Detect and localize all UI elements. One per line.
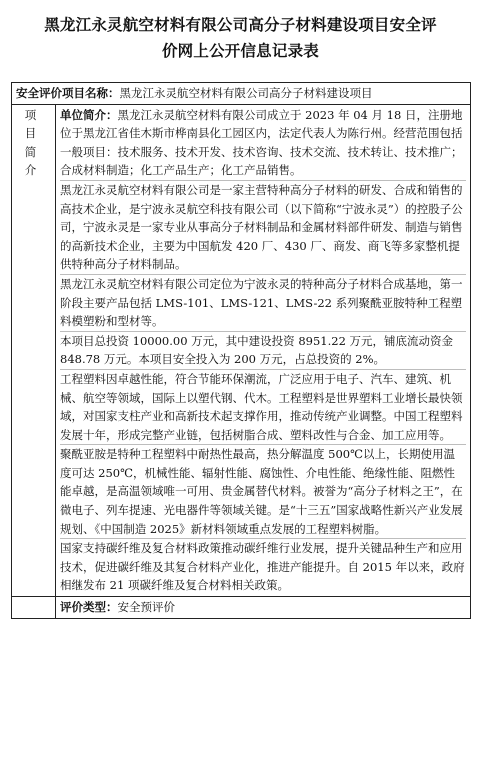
unit-intro-label: 单位简介： <box>60 107 118 122</box>
project-name-row <box>12 83 471 105</box>
eval-type-row <box>12 597 471 619</box>
paragraph-text: 黑龙江永灵航空材料有限公司成立于 2023 年 04 月 18 日，注册地位于黑龙江省佳木斯市桦南县化工园区内，法定代表人为陈行州。经营范围包括一般项目：技术服务、技术开发、技术咨询、技术交流、技术转让、技术推广；合成材料制造；化工产品生产；化工产品销售。 <box>60 107 463 178</box>
title-line-2: 价网上公开信息记录表 <box>161 41 319 60</box>
side-label-line-2: 简 介 <box>24 144 43 178</box>
info-record-table <box>11 82 471 619</box>
intro-paragraph: 国家支持碳纤维及复合材料政策推动碳纤维行业发展，提升关键品种生产和应用技术，促进碳纤维及其复合材料产业化，推进产能提升。自 2015 年以来，政府相继发布 21 项碳纤维及复合材料相关政策。 <box>60 538 466 595</box>
eval-type-label: 评价类型： <box>60 600 118 615</box>
intro-paragraph <box>60 106 466 180</box>
project-name-value: 黑龙江永灵航空材料有限公司高分子材料建设项目 <box>119 86 373 100</box>
document-title <box>0 0 481 64</box>
project-intro-content <box>56 104 471 596</box>
eval-type-value: 安全预评价 <box>117 600 175 615</box>
project-intro-row <box>12 104 471 596</box>
project-name-label: 安全评价项目名称： <box>16 86 120 100</box>
intro-paragraph: 本项目总投资 10000.00 万元，其中建设投资 8951.22 万元，铺底流动资金 848.78 万元。本项目安全投入为 200 万元，占总投资的 2%。 <box>60 331 466 369</box>
project-intro-label <box>12 104 56 596</box>
intro-paragraph: 黑龙江永灵航空材料有限公司定位为宁波永灵的特种高分子材料合成基地，第一阶段主要产品包括 LMS-101、LMS-121、LMS-22 系列聚酰亚胺特种工程塑料模塑粉和型材等。 <box>60 274 466 331</box>
side-label-line-1: 项 目 <box>24 107 43 141</box>
intro-paragraph: 黑龙江永灵航空材料有限公司是一家主营特种高分子材料的研发、合成和销售的高技术企业，是宁波永灵航空科技有限公司（以下简称“宁波永灵”）的控股子公司，宁波永灵是一家专业从事高分子材料制品和金属材料部件研发、制造与销售的高新技术企业，主要为中国航发 420 厂、430 厂、商发、商飞等多家整机提供特种高分子材料制品。 <box>60 180 466 274</box>
intro-paragraph: 聚酰亚胺是特种工程塑料中耐热性最高，热分解温度 500℃以上，长期使用温度可达 250℃，机械性能、辐射性能、腐蚀性、介电性能、绝缘性能、阻燃性能卓越，是高温领域唯一可用、贵金属替代材料。被誉为“高分子材料之王”，在微电子、列车提速、光电器件等领域关键。是“十三五”国家战略性新兴产业发展规划、《中国制造 2025》新材料领域重点发展的工程塑料树脂。 <box>60 444 466 538</box>
intro-paragraph: 工程塑料因卓越性能，符合节能环保潮流，广泛应用于电子、汽车、建筑、机械、航空等领域，国际上以塑代钢、代木。工程塑料是世界塑料工业增长最快领域，对国家支柱产业和高新技术起支撑作用，推动传统产业调整。中国工程塑料发展十年，形成完整产业链，包括树脂合成、塑料改性与合金、加工应用等。 <box>60 369 466 444</box>
title-line-1: 黑龙江永灵航空材料有限公司高分子材料建设项目安全评 <box>44 15 437 34</box>
